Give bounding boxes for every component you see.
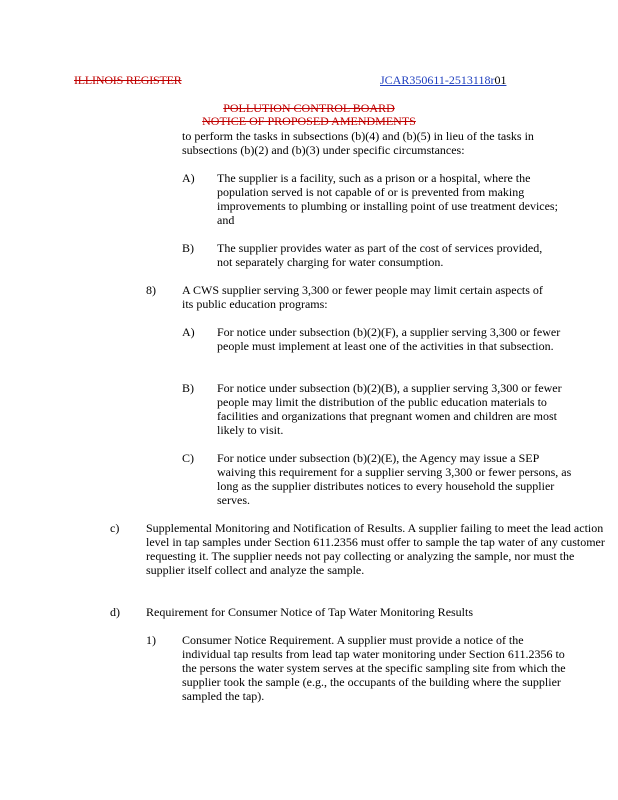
item8-a-label: A) xyxy=(182,325,195,339)
item7-a-text: The supplier is a facility, such as a prison or a hospital, where the population served is not capable of or is prevented from making improvements to plumbing or installing point of use treatment devices; and xyxy=(217,171,558,227)
section-d1-label: 1) xyxy=(146,633,156,647)
item8-c-text: For notice under subsection (b)(2)(E), the Agency may issue a SEP waiving this requirement for a supplier serving 3,300 or fewer persons, as long as the supplier distributes notices to every household the supplier serves. xyxy=(217,451,572,507)
header-register: ILLINOIS REGISTER xyxy=(74,73,182,87)
intro-paragraph: to perform the tasks in subsections (b)(4) and (b)(5) in lieu of the tasks in subsections (b)(2) and (b)(3) under specific circumstances: xyxy=(182,129,534,157)
item7-b-text: The supplier provides water as part of the cost of services provided, not separately charging for water consumption. xyxy=(217,241,543,269)
item8-text: A CWS supplier serving 3,300 or fewer people may limit certain aspects of its public education programs: xyxy=(182,283,543,311)
section-d-label: d) xyxy=(110,605,120,619)
item7-b-label: B) xyxy=(182,241,194,255)
item8-b-text: For notice under subsection (b)(2)(B), a supplier serving 3,300 or fewer people may limit the distribution of the public education materials to facilities and organizations that pregnant women and children are most likely to visit. xyxy=(217,381,562,437)
header-code-text: JCAR350611-2513118r xyxy=(380,73,495,87)
item8-a-text: For notice under subsection (b)(2)(F), a supplier serving 3,300 or fewer people must implement at least one of the activities in that subsection. xyxy=(217,325,561,353)
header-version: 01 xyxy=(494,73,507,87)
item8-label: 8) xyxy=(146,283,156,297)
section-c-text: Supplemental Monitoring and Notification of Results. A supplier failing to meet the lead action level in tap samples under Section 611.2356 must offer to sample the tap water of any customer requesting it. The supplier needs not pay collecting or analyzing the sample, nor must the supplier itself collect and analyze the sample. xyxy=(146,521,605,577)
header-code xyxy=(380,73,506,87)
notice-title: NOTICE OF PROPOSED AMENDMENTS xyxy=(202,114,416,128)
item8-b-label: B) xyxy=(182,381,194,395)
section-d-text: Requirement for Consumer Notice of Tap Water Monitoring Results xyxy=(146,605,474,619)
item8-c-label: C) xyxy=(182,451,194,465)
section-d1-text: Consumer Notice Requirement. A supplier must provide a notice of the individual tap results from lead tap water monitoring under Section 611.2356 to the persons the water system serves at the specific sampling site from which the supplier took the sample (e.g., the occupants of the building where the supplier sampled the tap). xyxy=(182,633,566,703)
item7-a-label: A) xyxy=(182,171,195,185)
board-title: POLLUTION CONTROL BOARD xyxy=(223,101,395,115)
section-c-label: c) xyxy=(110,521,120,535)
